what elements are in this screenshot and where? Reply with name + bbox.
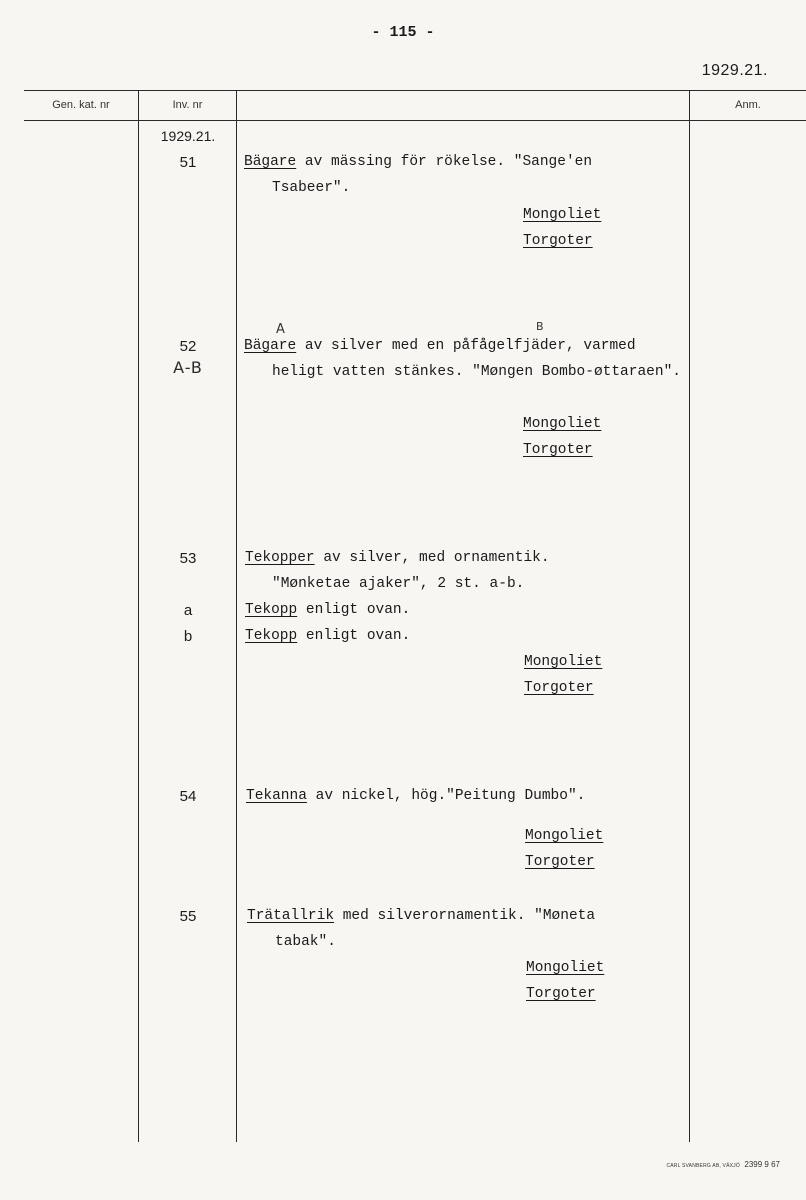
entry-53a-term: Tekopp [245,602,298,618]
entry-53b-term: Tekopp [245,628,298,644]
printer-name: CARL SVANBERG AB, VÄXJÖ [666,1163,740,1169]
entry-51-line-1 [244,154,592,170]
entry-53a-text: enligt ovan. [297,602,411,618]
entry-55-line-1 [247,908,595,924]
entry-51-people: Torgoter [523,233,593,249]
catalog-reference: 1929.21. [701,62,768,79]
entry-55-people: Torgoter [526,986,596,1002]
inv-number-51: 51 [179,154,197,171]
entry-53-people: Torgoter [524,680,594,696]
entry-51-line-2: Tsabeer". [272,180,351,196]
inv-number-54: 54 [179,788,197,805]
form-code: 2399 9 67 [744,1160,780,1169]
entry-53b-line [245,628,410,644]
entry-55-term: Trätallrik [247,908,335,924]
entry-55-text-1: med silverornamentik. "Møneta [334,908,596,924]
entry-53-text-1: av silver, med ornamentik. [314,550,550,566]
entry-52-people: Torgoter [523,442,593,458]
entry-52-place: Mongoliet [523,416,602,432]
entry-53-line-1 [245,550,550,566]
entry-54-term: Tekanna [246,788,307,804]
entry-51-term: Bägare [244,154,297,170]
entry-53-term: Tekopper [245,550,315,566]
inv-sub-52: A-B [173,358,203,377]
inv-number-53: 53 [179,550,197,567]
entry-54-people: Torgoter [525,854,595,870]
entry-54-line-1 [246,788,585,804]
inv-number-52: 52 [179,338,197,355]
entry-53a-line [245,602,410,618]
inv-number-55: 55 [179,908,197,925]
column-divider-text-anm [689,90,690,1142]
entry-54-text-1: av nickel, hög."Peitung Dumbo". [306,788,586,804]
inv-number-53a: a [183,602,193,619]
inv-number-53b: b [183,628,193,645]
handwritten-mark-b: B [536,320,544,333]
entry-51-text-1: av mässing för rökelse. "Sange'en [296,154,593,170]
entry-52-line-1 [244,338,636,354]
column-divider-inv-text [236,90,237,1142]
batch-number: 1929.21. [160,128,216,144]
entry-55-line-2: tabak". [275,934,336,950]
handwritten-mark-a: A [276,322,285,337]
entry-55-place: Mongoliet [526,960,605,976]
column-divider-gen-inv [138,90,139,1142]
page-number: - 115 - [371,24,435,41]
printer-imprint [666,1160,780,1169]
entry-54-place: Mongoliet [525,828,604,844]
entry-52-text-1: av silver med en påfågelfjäder, varmed [296,338,636,354]
entry-51-place: Mongoliet [523,207,602,223]
entry-53-place: Mongoliet [524,654,603,670]
entry-52-term: Bägare [244,338,297,354]
header-gen-kat-nr: Gen. kat. nr [52,99,110,111]
header-inv-nr: Inv. nr [172,99,203,111]
entry-53b-text: enligt ovan. [297,628,411,644]
entry-52-line-2: heligt vatten stänkes. "Møngen Bombo-øttaraen". [272,364,681,380]
header-anm: Anm. [735,99,761,111]
entry-53-line-2: "Mønketae ajaker", 2 st. a-b. [272,576,525,592]
